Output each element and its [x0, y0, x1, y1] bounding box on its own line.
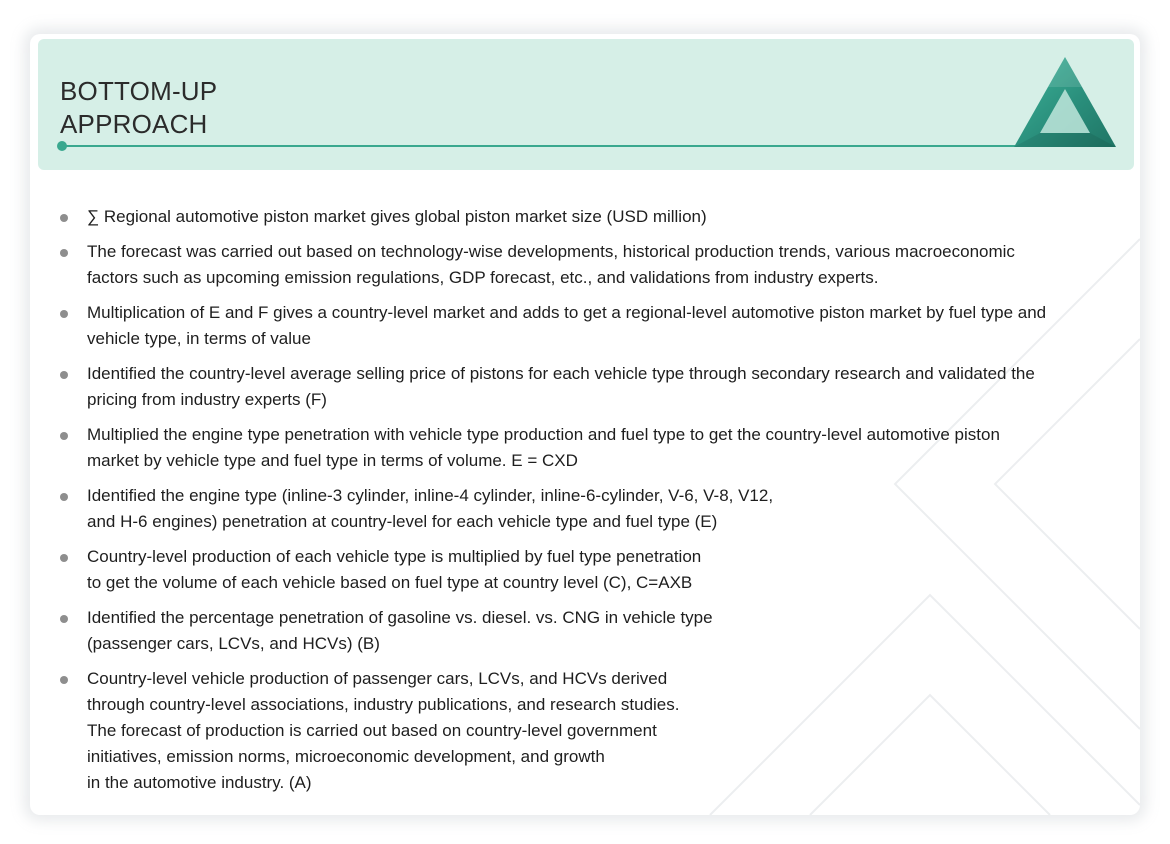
- header-divider: [58, 145, 1018, 147]
- page-title: BOTTOM-UP APPROACH: [60, 76, 218, 139]
- step-text: Multiplied the engine type penetration with vehicle type production and fuel type to get the country-level automotive piston market by vehicle type and fuel type in terms of volume. E = CXD: [87, 425, 1000, 470]
- header-divider-dot: [57, 141, 67, 151]
- approach-card: [30, 34, 1140, 815]
- bullet-icon: [60, 676, 68, 684]
- bullet-icon: [60, 554, 68, 562]
- bullet-icon: [60, 249, 68, 257]
- list-item: [60, 422, 1120, 474]
- step-text: Multiplication of E and F gives a country-level market and adds to get a regional-level automotive piston market by fuel type and vehicle type, in terms of value: [87, 303, 1047, 348]
- header-banner: [38, 39, 1134, 170]
- bullet-icon: [60, 214, 68, 222]
- steps-list: [60, 204, 1120, 805]
- list-item: [60, 483, 1120, 535]
- step-text: ∑ Regional automotive piston market gives global piston market size (USD million): [87, 207, 707, 226]
- list-item: [60, 361, 1120, 413]
- bullet-icon: [60, 310, 68, 318]
- bullet-icon: [60, 493, 68, 501]
- list-item: [60, 239, 1120, 291]
- list-item: [60, 605, 1120, 657]
- bullet-icon: [60, 432, 68, 440]
- step-text: Identified the engine type (inline-3 cylinder, inline-4 cylinder, inline-6-cylinder, V-6, V-8, V12, and H-6 engines) penetration at country-level for each vehicle type and fuel type (E): [87, 486, 774, 531]
- bullet-icon: [60, 371, 68, 379]
- triangle-logo-icon: [1012, 55, 1118, 149]
- step-text: Identified the percentage penetration of gasoline vs. diesel. vs. CNG in vehicle type (passenger cars, LCVs, and HCVs) (B): [87, 608, 713, 653]
- step-text: Country-level vehicle production of passenger cars, LCVs, and HCVs derived through country-level associations, industry publications, and research studies. The forecast of production is carried out based on country-level government initiatives, emission norms, microeconomic development, and growth in the automotive industry. (A): [87, 669, 680, 792]
- list-item: [60, 300, 1120, 352]
- list-item: [60, 544, 1120, 596]
- step-text: The forecast was carried out based on technology-wise developments, historical production trends, various macroeconomic factors such as upcoming emission regulations, GDP forecast, etc., and validations from industry experts.: [87, 242, 1015, 287]
- list-item: [60, 666, 1120, 796]
- step-text: Country-level production of each vehicle type is multiplied by fuel type penetration to get the volume of each vehicle based on fuel type at country level (C), C=AXB: [87, 547, 702, 592]
- bullet-icon: [60, 615, 68, 623]
- list-item: [60, 204, 1120, 230]
- step-text: Identified the country-level average selling price of pistons for each vehicle type through secondary research and validated the pricing from industry experts (F): [87, 364, 1035, 409]
